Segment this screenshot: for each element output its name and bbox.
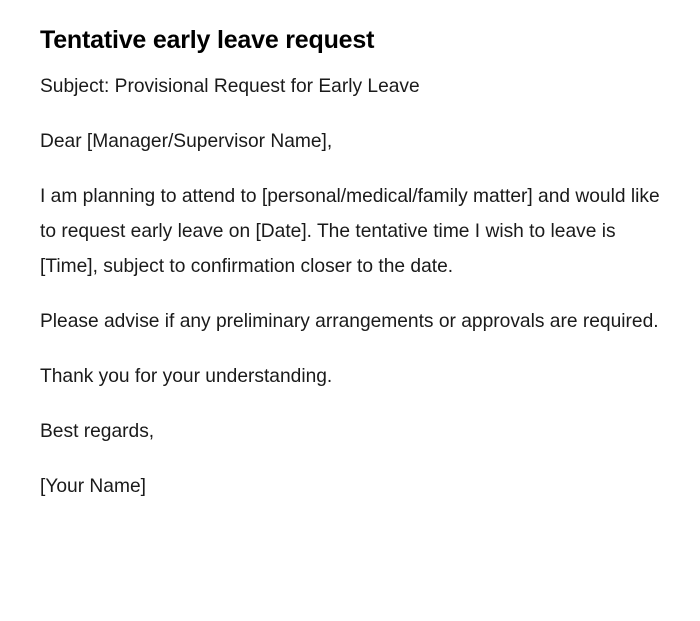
salutation: Dear [Manager/Supervisor Name], bbox=[40, 131, 333, 152]
letter-document bbox=[40, 24, 660, 524]
thanks-line: Thank you for your understanding. bbox=[40, 366, 333, 387]
signature-placeholder: [Your Name] bbox=[40, 476, 146, 497]
body-paragraph-request: I am planning to attend to [personal/medical/family matter] and would like to request early leave on [Date]. The tentative time I wish to leave is [Time], subject to confirmation closer to the date. bbox=[40, 186, 660, 277]
subject-line: Subject: Provisional Request for Early Leave bbox=[40, 76, 420, 97]
document-title: Tentative early leave request bbox=[40, 26, 375, 54]
closing-line: Best regards, bbox=[40, 421, 155, 442]
body-paragraph-advise: Please advise if any preliminary arrangements or approvals are required. bbox=[40, 311, 659, 332]
